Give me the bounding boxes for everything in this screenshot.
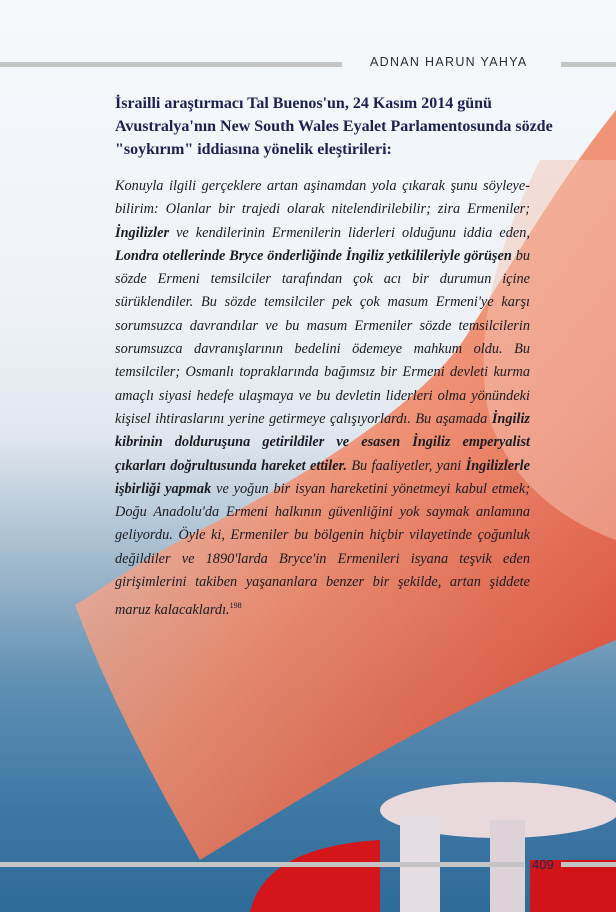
emphasized-text: İngilizlerle işbirliği yapmak bbox=[115, 457, 530, 497]
text-segment: ve kendilerinin Ermenilerin liderleri olduğunu iddia eden, bbox=[169, 224, 530, 241]
footnote-reference: 198 bbox=[229, 601, 242, 611]
text-segment: bu sözde Ermeni temsilciler tarafından çok acı bir durumun içine sürüklendiler. Bu sözde temsilciler pek çok masum Ermeni'ye karşı sorumsuzca davrandılar ve bu masum Ermeniler sözde temsilcilerin sorumsuzca davranışlarının bedelini ödemeye mahkum oldu. Bu temsilciler; Osmanlı topraklarında bağımsız bir Ermeni devleti kurma amaçlı siyasi hedefe ulaşmaya ve bu devletin liderleri olma yönündeki kişisel ihtiraslarını yerine getirmeye çalışıyorlardı. Bu aşamada bbox=[115, 247, 530, 427]
footer-rule-right bbox=[561, 862, 616, 867]
text-segment: ve yoğun bir isyan hareketini yönetmeyi kabul etmek; Doğu Anadolu'da Ermeni halkının güvenliğini yok saymak anlamına geliyordu. Öyle ki, Ermeniler bu bölgenin hiçbir vilayetinde çoğunluk değildiler ve 1890'larda Bryce'in Ermenileri isyana teşvik eden girişimlerini takiben yaşananlara benzer bir şekilde, artan şiddete maruz kalacaklardı. bbox=[115, 480, 531, 619]
footer-rule-left bbox=[0, 862, 524, 867]
emphasized-text: İngiliz kibrinin dolduruşuna getirildiler ve esasen İngiliz emperyalist çıkarları doğrultusunda hareket ettiler. bbox=[115, 410, 530, 474]
section-heading: İsrailli araştırmacı Tal Buenos'un, 24 Kasım 2014 günü Avustralya'nın New South Wales Eyalet Parlamentosunda sözde "soykırım" iddiasına yönelik eleştirileri: bbox=[115, 95, 553, 158]
header-rule-right bbox=[561, 62, 616, 67]
quote-paragraph bbox=[115, 175, 530, 622]
emphasized-text: İngilizler bbox=[115, 224, 170, 241]
page-number: 409 bbox=[532, 857, 554, 872]
header-rule-left bbox=[0, 62, 342, 67]
text-segment: Konuyla ilgili gerçeklere artan aşinamdan yola çıkarak şunu söyleyebilirim: Olanlar bir trajedi olarak nitelendirilebilir; zira Ermeniler; bbox=[115, 178, 530, 218]
running-head-author: ADNAN HARUN YAHYA bbox=[370, 55, 528, 69]
text-segment: Bu faaliyetler, yani bbox=[346, 457, 466, 474]
emphasized-text: Londra otellerinde Bryce önderliğinde İngiliz yetkilileriyle görüşen bbox=[115, 247, 512, 264]
